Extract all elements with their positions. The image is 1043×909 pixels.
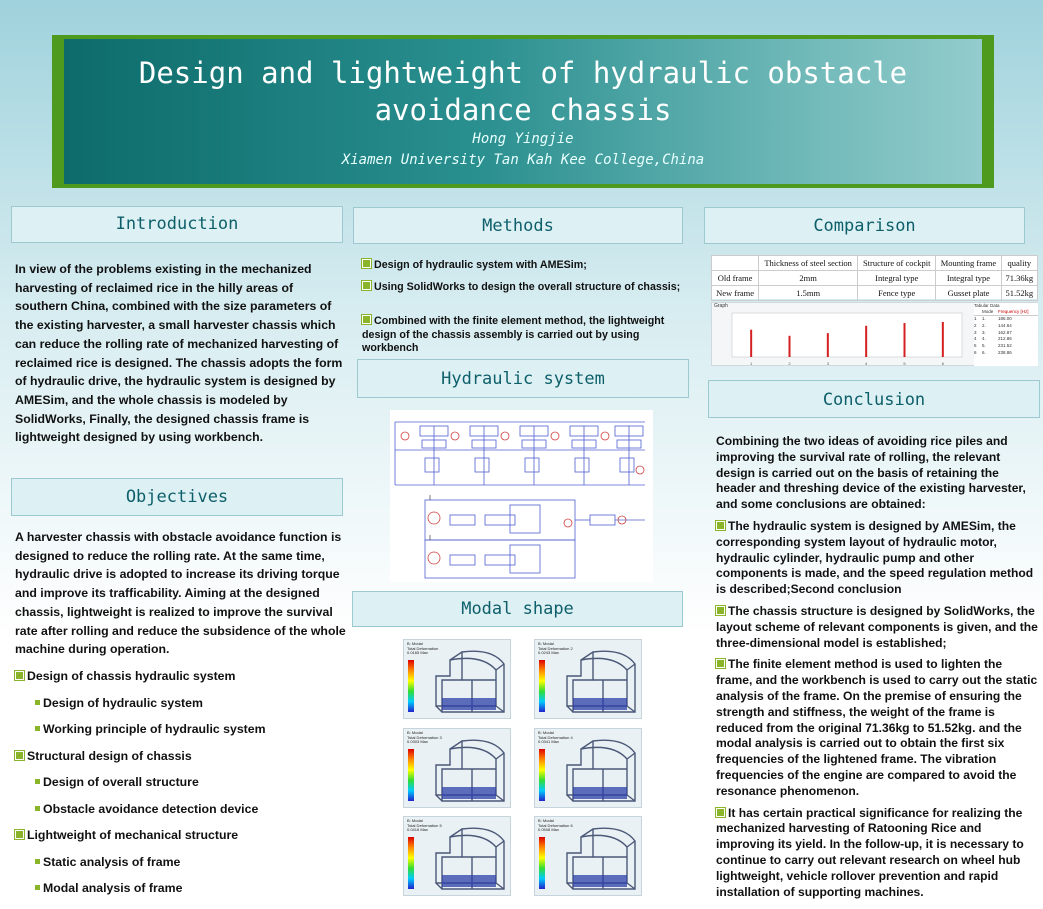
frame-wireframe [563,823,641,895]
conclusion-item: It has certain practical significance for realizing the mechanized harvesting of Ratooning Rice and improving its yield. In the follow-up, it is necessary to continue to carry out relevant research on wheel hub lightweight, vehicle rollover prevention and rapid installation of supporting machines. [716,805,1024,899]
title-banner-inner [64,39,982,184]
color-legend [408,660,414,712]
color-legend [539,749,545,801]
modal-panel-text: B: Modal Total Deformation 0.0165 Max [407,641,439,655]
modal-panel-text: B: Modal Total Deformation 2 0.0243 Max [538,641,573,655]
table-row [712,271,1038,286]
chart-bar [942,322,944,357]
hydraulic-schematic [390,410,653,582]
conclusion-intro: Combining the two ideas of avoiding rice piles and improving the survival rate of rolling, the relevant design is carried out on the basis of retaining the header and threshing device of the existing harvester, and some conclusions are obtained: [716,434,1026,512]
table-cell: New frame [712,286,759,301]
bullet-icon [35,726,40,731]
conclusion-item: The finite element method is used to lighten the frame, and the workbench is used to carry out the static analysis of the frame. On the premise of ensuring the strength and stiffness, the weight of the frame is reduced from the original 71.36kg to 51.52kg. and the modal analysis is carried out to obtain the first six frequencies of the lightened frame. The vibration frequencies of the engine are compared to avoid the resonance phenomenon. [716,657,1038,798]
tabular-row: 4 4. 212.86 [974,336,1012,342]
conclusion-body [716,434,1041,906]
table-cell: 2mm [759,271,858,286]
tabular-data [974,303,1038,366]
chart-tick-label: 2 [788,361,791,366]
table-header-cell: Structure of cockpit [858,256,936,271]
modal-shape-image [403,728,511,808]
color-legend [408,749,414,801]
table-cell: Fence type [858,286,936,301]
table-cell: Integral type [936,271,1001,286]
frame-wireframe [432,646,510,718]
modal-shape-image [403,639,511,719]
poster-affiliation: Xiamen University Tan Kah Kee College,China [341,152,705,168]
comparison-heading: Comparison [704,207,1025,244]
chart-bar [827,333,829,357]
tabular-header-row: Mode Frequency [Hz] [974,309,1038,316]
table-header-cell: Thickness of steel section [759,256,858,271]
introduction-heading: Introduction [11,206,343,243]
poster-title: Design and lightweight of hydraulic obstacle avoidance chassis [138,56,908,127]
chart-plot-area [732,313,962,357]
tabular-row: 6 6. 238.86 [974,349,1012,355]
objective-subitem: Static analysis of frame [35,855,180,870]
table-row [712,286,1038,301]
bullet-icon [716,606,725,615]
tabular-rows [974,309,1038,357]
table-header-cell: quality [1001,256,1037,271]
modal-shape-image [534,639,642,719]
modal-panel-text: B: Modal Total Deformation 3 0.0303 Max [407,730,442,744]
modal-panel-text: B: Modal Total Deformation 6 0.0508 Max [538,818,573,832]
table-header-cell: Mounting frame [936,256,1001,271]
bullet-icon [35,885,40,890]
frequency-panel [711,302,1038,366]
bullet-icon [362,259,371,268]
bullet-icon [15,830,24,839]
tabular-row: 5 5. 231.52 [974,343,1012,349]
chart-bar [865,326,867,357]
chart-tick-label: 1 [750,361,753,366]
chart-bar [750,330,752,357]
modal-shape-image [403,816,511,896]
table-cell: Integral type [858,271,936,286]
bullet-icon [15,671,24,680]
introduction-text: In view of the problems existing in the mechanized harvesting of reclaimed rice in the hilly areas of southern China, combined with the size parameters of the existing harvester, a small harvester chassis which can reduce the rolling rate of mechanized harvesting of reclaimed rice is designed. The chassis adopts the form of hydraulic drive, the hydraulic system is designed by AMESim, and the whole chassis is modeled by SolidWorks, Finally, the designed chassis frame is lightweight designed by using workbench. [15,262,343,445]
chart-tick-label: 4 [865,361,868,366]
method-item: Design of hydraulic system with AMESim; [362,259,687,273]
chart-tick-label: 5 [903,361,906,366]
bullet-icon [35,700,40,705]
comparison-table-container [711,255,1038,299]
modal-panel-text: B: Modal Total Deformation 5 0.0416 Max [407,818,442,832]
bullet-icon [15,751,24,760]
frame-wireframe [432,823,510,895]
objective-subitem: Obstacle avoidance detection device [35,802,258,817]
table-cell: 51.52kg [1001,286,1037,301]
objectives-text: A harvester chassis with obstacle avoidance function is designed to reduce the rolling rate. At the same time, hydraulic drive is adopted to increase its driving torque and improve its trafficability. Aiming at the designed chassis, lightweight is realized to improve the survival rate after rolling and reduce the subsidence of the whole machine during operation. [15,530,346,657]
chart-tick-label: 6 [941,361,944,366]
objective-item: Structural design of chassis [15,749,192,764]
tabular-row: 2 2. 144.64 [974,322,1012,328]
objective-subitem: Design of overall structure [35,775,199,790]
chart-tick-label: 3 [826,361,829,366]
table-cell: 71.36kg [1001,271,1037,286]
bullet-icon [716,659,725,668]
bullet-icon [362,281,371,290]
bullet-icon [716,808,725,817]
objectives-heading: Objectives [11,478,343,516]
tabular-label: Tabular Data [974,303,1000,308]
modal-shape-image [534,816,642,896]
objective-item: Design of chassis hydraulic system [15,669,235,684]
method-item: Using SolidWorks to design the overall structure of chassis; [362,281,684,295]
conclusion-item: The chassis structure is designed by SolidWorks, the layout scheme of relevant components is given, and the three-dimensional model is established; [716,603,1038,650]
method-item: Combined with the finite element method, the lightweight design of the chassis assembly is carried out by using workbench [362,315,665,354]
frame-wireframe [563,735,641,807]
bullet-icon [362,315,371,324]
bullet-icon [716,521,725,530]
tabular-row: 1 1. 186.00 [974,316,1012,321]
objective-subitem: Design of hydraulic system [35,696,203,711]
conclusion-item: The hydraulic system is designed by AMESim, the corresponding system layout of hydraulic motor, hydraulic cylinder, hydraulic pump and other components is made, and the speed regulation method is described;Second conclusion [716,518,1034,597]
bullet-icon [35,779,40,784]
poster-author: Hong Yingjie [472,131,574,147]
comparison-table [711,255,1038,301]
modal-shape-image [534,728,642,808]
bullet-icon [35,859,40,864]
table-header-row [712,256,1038,271]
hydraulic-diagram [390,410,653,582]
color-legend [408,837,414,889]
table-header-cell [712,256,759,271]
chart-bar [904,323,906,357]
modal-heading: Modal shape [352,591,683,627]
graph-label: Graph [714,303,728,309]
objective-item: Lightweight of mechanical structure [15,828,238,843]
chart-bar [789,336,791,357]
methods-heading: Methods [353,207,683,244]
modal-panel-text: B: Modal Total Deformation 4 0.0341 Max [538,730,573,744]
conclusion-heading: Conclusion [708,380,1040,418]
frequency-chart [712,309,970,367]
objective-subitem: Modal analysis of frame [35,881,182,896]
hydraulic-heading: Hydraulic system [357,359,689,398]
color-legend [539,837,545,889]
color-legend [539,660,545,712]
frame-wireframe [432,735,510,807]
frame-wireframe [563,646,641,718]
table-cell: Gusset plate [936,286,1001,301]
table-cell: Old frame [712,271,759,286]
objective-subitem: Working principle of hydraulic system [35,722,266,737]
title-banner [52,35,994,188]
bullet-icon [35,806,40,811]
tabular-row: 3 3. 162.87 [974,329,1012,335]
table-cell: 1.5mm [759,286,858,301]
